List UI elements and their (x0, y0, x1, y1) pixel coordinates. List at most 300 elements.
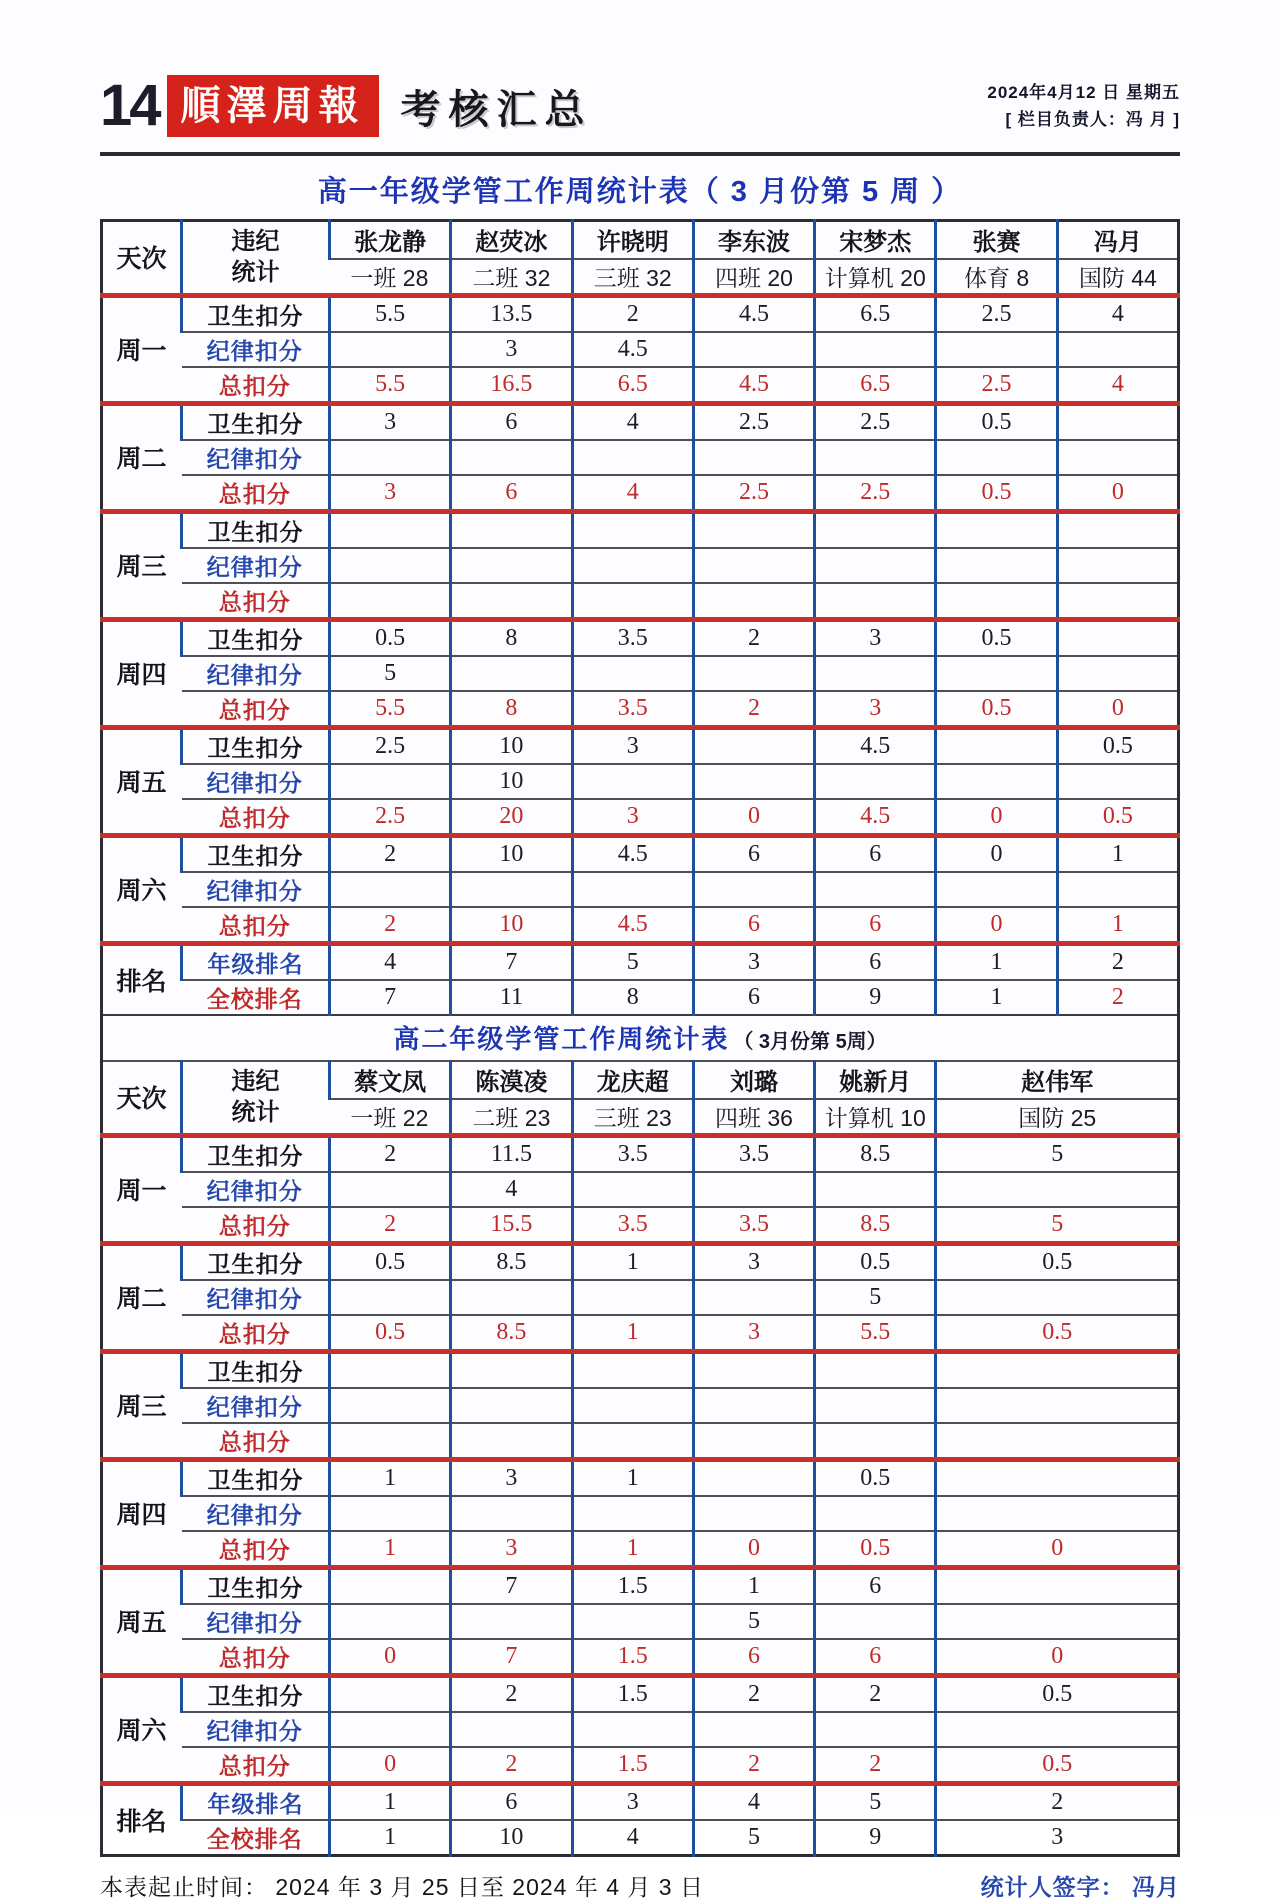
weekly-stats-table (100, 219, 1180, 1857)
score-cell: 2.5 (330, 799, 451, 836)
score-cell (572, 1712, 693, 1747)
score-cell: 8.5 (815, 1135, 936, 1172)
day-label: 周五 (102, 1567, 182, 1675)
day-label: 周五 (102, 727, 182, 835)
grade2-title-main: 高二年级学管工作周统计表 (393, 1024, 730, 1054)
score-cell: 7 (451, 1639, 572, 1676)
score-cell: 0 (936, 835, 1057, 872)
school-rank-cell: 6 (693, 980, 814, 1015)
score-cell (451, 1388, 572, 1423)
score-cell: 0.5 (1057, 727, 1178, 764)
score-cell (572, 1423, 693, 1460)
total-row-label: 总扣分 (182, 1747, 330, 1784)
page-footer (100, 1869, 1180, 1902)
grade1-title-paren: （ 3 月份第 5 周 ） (689, 176, 963, 208)
score-cell: 6 (451, 403, 572, 440)
score-cell: 0.5 (815, 1243, 936, 1280)
score-cell (936, 332, 1057, 367)
teacher-name: 蔡文凤 (330, 1061, 451, 1099)
score-cell (572, 764, 693, 799)
score-cell (451, 511, 572, 548)
score-cell (572, 1172, 693, 1207)
score-cell: 0 (1057, 691, 1178, 728)
score-cell: 6.5 (815, 295, 936, 332)
score-cell (572, 1351, 693, 1388)
score-cell: 5 (815, 1280, 936, 1315)
class-size: 一班 22 (330, 1099, 451, 1136)
grade-rank-cell: 4 (330, 943, 451, 980)
day-data-row (102, 1496, 1179, 1531)
total-row-label: 总扣分 (182, 799, 330, 836)
class-size: 一班 28 (330, 259, 451, 296)
day-label: 周二 (102, 403, 182, 511)
score-cell (572, 872, 693, 907)
grade-rank-cell: 1 (330, 1783, 451, 1820)
score-cell: 2 (451, 1747, 572, 1784)
class-size: 四班 20 (693, 259, 814, 296)
score-cell (330, 1675, 451, 1712)
score-cell: 10 (451, 764, 572, 799)
teacher-name: 李东波 (693, 221, 814, 259)
score-cell: 6 (451, 475, 572, 512)
score-cell: 6 (815, 907, 936, 944)
score-cell: 3.5 (572, 619, 693, 656)
score-cell: 10 (451, 835, 572, 872)
score-cell: 2.5 (693, 403, 814, 440)
score-cell (693, 727, 814, 764)
score-cell: 0 (936, 907, 1057, 944)
score-cell (1057, 656, 1178, 691)
day-data-row (102, 1675, 1179, 1712)
school-rank-label: 全校排名 (182, 980, 330, 1015)
day-data-row (102, 1388, 1179, 1423)
class-size: 三班 32 (572, 259, 693, 296)
hygiene-row-label: 卫生扣分 (182, 511, 330, 548)
score-cell (572, 511, 693, 548)
score-cell (815, 440, 936, 475)
score-cell: 2 (330, 1135, 451, 1172)
score-cell (693, 511, 814, 548)
day-data-row (102, 1423, 1179, 1460)
ranking-header: 排名 (102, 943, 182, 1015)
score-cell: 2 (815, 1675, 936, 1712)
score-cell: 8.5 (451, 1243, 572, 1280)
score-cell (936, 764, 1057, 799)
day-label: 周四 (102, 619, 182, 727)
score-cell (330, 1423, 451, 1460)
stat-column-header-line: 违纪 (231, 1067, 280, 1095)
score-cell: 5.5 (330, 691, 451, 728)
score-cell: 3.5 (572, 691, 693, 728)
score-cell: 2.5 (693, 475, 814, 512)
total-row-label: 总扣分 (182, 475, 330, 512)
score-cell: 2.5 (815, 403, 936, 440)
score-cell (815, 1423, 936, 1460)
score-cell (330, 764, 451, 799)
score-cell: 2 (815, 1747, 936, 1784)
school-rank-cell: 10 (451, 1820, 572, 1856)
score-cell (330, 1496, 451, 1531)
day-data-row (102, 403, 1179, 440)
score-cell: 6 (693, 907, 814, 944)
score-cell (815, 764, 936, 799)
total-row-label: 总扣分 (182, 583, 330, 620)
day-data-row (102, 1351, 1179, 1388)
class-size: 计算机 20 (815, 259, 936, 296)
score-cell (572, 440, 693, 475)
class-size: 体育 8 (936, 259, 1057, 296)
score-cell (451, 1280, 572, 1315)
day-label: 周一 (102, 295, 182, 403)
discipline-row-label: 纪律扣分 (182, 764, 330, 799)
day-data-row (102, 295, 1179, 332)
teacher-name: 陈漠凌 (451, 1061, 572, 1099)
school-rank-cell: 9 (815, 1820, 936, 1856)
day-data-row (102, 1172, 1179, 1207)
score-cell (451, 1423, 572, 1460)
score-cell: 1.5 (572, 1747, 693, 1784)
discipline-row-label: 纪律扣分 (182, 440, 330, 475)
day-data-row (102, 1712, 1179, 1747)
score-cell: 3 (572, 799, 693, 836)
score-cell (693, 332, 814, 367)
score-cell (572, 548, 693, 583)
score-cell (451, 548, 572, 583)
day-data-row (102, 835, 1179, 872)
score-cell (936, 1567, 1179, 1604)
score-cell (1057, 332, 1178, 367)
newspaper-masthead: 順澤周報 (167, 75, 379, 137)
statistician-signature: 统计人签字： 冯月 (980, 1873, 1180, 1900)
day-column-header: 天次 (102, 1061, 182, 1136)
total-row-label: 总扣分 (182, 1315, 330, 1352)
ranking-header: 排名 (102, 1783, 182, 1855)
day-data-row (102, 475, 1179, 512)
score-cell (936, 1423, 1179, 1460)
score-cell (693, 656, 814, 691)
school-rank-cell: 2 (1057, 980, 1178, 1015)
teacher-name: 刘璐 (693, 1061, 814, 1099)
header-divider (100, 152, 1180, 156)
total-row-label: 总扣分 (182, 1207, 330, 1244)
score-cell: 5.5 (330, 295, 451, 332)
score-cell: 1.5 (572, 1567, 693, 1604)
score-cell: 0.5 (936, 1747, 1179, 1784)
score-cell (815, 1388, 936, 1423)
score-cell: 0 (330, 1747, 451, 1784)
score-cell (693, 872, 814, 907)
score-cell (572, 656, 693, 691)
school-ranking-row (102, 980, 1179, 1015)
score-cell: 1 (1057, 907, 1178, 944)
class-size: 国防 25 (936, 1099, 1179, 1136)
day-label: 周四 (102, 1459, 182, 1567)
score-cell: 1.5 (572, 1639, 693, 1676)
grade-rank-cell: 6 (815, 943, 936, 980)
teacher-name: 姚新月 (815, 1061, 936, 1099)
score-cell: 0 (936, 799, 1057, 836)
hygiene-row-label: 卫生扣分 (182, 1135, 330, 1172)
grade1-title-main: 高一年级学管工作周统计表 (317, 176, 690, 208)
header-name-row (102, 1061, 1179, 1099)
score-cell: 3 (815, 691, 936, 728)
class-size: 四班 36 (693, 1099, 814, 1136)
score-cell: 11.5 (451, 1135, 572, 1172)
score-cell: 1 (693, 1567, 814, 1604)
score-cell (693, 1712, 814, 1747)
score-cell: 16.5 (451, 367, 572, 404)
score-cell (330, 872, 451, 907)
score-cell (815, 332, 936, 367)
score-cell: 10 (451, 907, 572, 944)
score-cell (815, 1351, 936, 1388)
score-cell: 6.5 (572, 367, 693, 404)
score-cell (936, 511, 1057, 548)
teacher-name: 赵荧冰 (451, 221, 572, 259)
score-cell: 6 (693, 1639, 814, 1676)
score-cell: 13.5 (451, 295, 572, 332)
date-line: 2024年4月12 日 星期五 (987, 82, 1180, 102)
hygiene-row-label: 卫生扣分 (182, 835, 330, 872)
score-cell (451, 440, 572, 475)
score-cell: 2.5 (330, 727, 451, 764)
hygiene-row-label: 卫生扣分 (182, 403, 330, 440)
score-cell (936, 1604, 1179, 1639)
total-row-label: 总扣分 (182, 907, 330, 944)
grade-rank-label: 年级排名 (182, 1783, 330, 1820)
hygiene-row-label: 卫生扣分 (182, 727, 330, 764)
school-rank-label: 全校排名 (182, 1820, 330, 1856)
teacher-name: 张赛 (936, 221, 1057, 259)
day-data-row (102, 1639, 1179, 1676)
day-data-row (102, 1207, 1179, 1244)
score-cell (936, 440, 1057, 475)
discipline-row-label: 纪律扣分 (182, 1388, 330, 1423)
score-cell: 4.5 (815, 727, 936, 764)
score-cell (815, 1172, 936, 1207)
class-size: 二班 32 (451, 259, 572, 296)
score-cell: 0.5 (936, 475, 1057, 512)
score-cell: 0.5 (330, 1315, 451, 1352)
day-data-row (102, 619, 1179, 656)
score-cell: 6 (815, 1639, 936, 1676)
school-rank-cell: 7 (330, 980, 451, 1015)
score-cell (693, 1496, 814, 1531)
day-label: 周三 (102, 511, 182, 619)
hygiene-row-label: 卫生扣分 (182, 1351, 330, 1388)
teacher-name: 冯月 (1057, 221, 1178, 259)
date-range-note: 本表起止时间： 2024 年 3 月 25 日至 2024 年 4 月 3 日 (100, 1873, 704, 1900)
score-cell (693, 1423, 814, 1460)
school-rank-cell: 4 (572, 1820, 693, 1856)
day-data-row (102, 332, 1179, 367)
score-cell (936, 727, 1057, 764)
score-cell: 0 (936, 1531, 1179, 1568)
score-cell (693, 1388, 814, 1423)
total-row-label: 总扣分 (182, 1423, 330, 1460)
stat-column-header-line: 统计 (231, 1099, 280, 1126)
score-cell: 0.5 (936, 619, 1057, 656)
class-size: 国防 44 (1057, 259, 1178, 296)
grade-ranking-row (102, 943, 1179, 980)
score-cell: 0 (1057, 475, 1178, 512)
grade-rank-cell: 2 (1057, 943, 1178, 980)
section-title: 考核汇总 (400, 87, 593, 132)
grade2-title-paren: （ 3月份第 5周） (733, 1031, 887, 1053)
stat-column-header-line: 违纪 (231, 228, 280, 256)
score-cell: 2 (451, 1675, 572, 1712)
score-cell: 4 (1057, 295, 1178, 332)
discipline-row-label: 纪律扣分 (182, 1604, 330, 1639)
score-cell: 2.5 (936, 295, 1057, 332)
stat-column-header (182, 221, 330, 296)
school-rank-cell: 5 (693, 1820, 814, 1856)
score-cell: 0.5 (936, 1243, 1179, 1280)
score-cell: 6 (815, 1567, 936, 1604)
day-data-row (102, 1243, 1179, 1280)
grade2-table-title (102, 1015, 1179, 1061)
score-cell: 4 (1057, 367, 1178, 404)
score-cell (572, 1604, 693, 1639)
score-cell: 8.5 (815, 1207, 936, 1244)
score-cell: 10 (451, 727, 572, 764)
score-cell: 5.5 (330, 367, 451, 404)
score-cell: 1 (1057, 835, 1178, 872)
day-data-row (102, 1135, 1179, 1172)
grade1-table-title (100, 169, 1180, 210)
day-data-row (102, 1747, 1179, 1784)
score-cell (693, 583, 814, 620)
stat-column-header (182, 1061, 330, 1136)
score-cell: 20 (451, 799, 572, 836)
score-cell (936, 1459, 1179, 1496)
total-row-label: 总扣分 (182, 1531, 330, 1568)
score-cell: 0.5 (936, 1315, 1179, 1352)
score-cell (1057, 872, 1178, 907)
stats-table-body (102, 221, 1179, 1856)
teacher-name: 许晓明 (572, 221, 693, 259)
score-cell: 5 (693, 1604, 814, 1639)
score-cell (936, 1280, 1179, 1315)
score-cell: 2 (330, 1207, 451, 1244)
score-cell (572, 1280, 693, 1315)
hygiene-row-label: 卫生扣分 (182, 295, 330, 332)
score-cell: 1 (572, 1459, 693, 1496)
grade-rank-cell: 3 (572, 1783, 693, 1820)
score-cell (451, 872, 572, 907)
score-cell: 2 (330, 835, 451, 872)
score-cell: 6.5 (815, 367, 936, 404)
score-cell (936, 548, 1057, 583)
score-cell: 4 (572, 403, 693, 440)
score-cell (936, 1712, 1179, 1747)
score-cell (815, 1496, 936, 1531)
score-cell (693, 1280, 814, 1315)
day-data-row (102, 1315, 1179, 1352)
school-rank-cell: 1 (936, 980, 1057, 1015)
score-cell (451, 1712, 572, 1747)
school-rank-cell: 11 (451, 980, 572, 1015)
score-cell: 3.5 (572, 1207, 693, 1244)
header-name-row (102, 221, 1179, 259)
score-cell: 0.5 (936, 403, 1057, 440)
day-data-row (102, 799, 1179, 836)
score-cell (1057, 403, 1178, 440)
day-data-row (102, 583, 1179, 620)
score-cell: 3 (451, 1459, 572, 1496)
discipline-row-label: 纪律扣分 (182, 872, 330, 907)
school-rank-cell: 8 (572, 980, 693, 1015)
score-cell: 3 (815, 619, 936, 656)
day-label: 周六 (102, 1675, 182, 1783)
score-cell (451, 583, 572, 620)
score-cell (815, 583, 936, 620)
grade2-table-title-row (102, 1015, 1179, 1061)
school-rank-cell: 1 (330, 1820, 451, 1856)
score-cell (1057, 511, 1178, 548)
grade-rank-cell: 2 (936, 1783, 1179, 1820)
score-cell (330, 1280, 451, 1315)
score-cell (815, 1712, 936, 1747)
day-label: 周三 (102, 1351, 182, 1459)
score-cell (330, 1604, 451, 1639)
score-cell: 8 (451, 691, 572, 728)
score-cell (451, 1496, 572, 1531)
day-column-header: 天次 (102, 221, 182, 296)
hygiene-row-label: 卫生扣分 (182, 619, 330, 656)
score-cell (1057, 583, 1178, 620)
score-cell: 5 (330, 656, 451, 691)
discipline-row-label: 纪律扣分 (182, 1280, 330, 1315)
class-size: 三班 23 (572, 1099, 693, 1136)
day-data-row (102, 1459, 1179, 1496)
score-cell: 2.5 (815, 475, 936, 512)
score-cell (936, 1351, 1179, 1388)
hygiene-row-label: 卫生扣分 (182, 1567, 330, 1604)
score-cell (936, 1496, 1179, 1531)
score-cell: 6 (693, 835, 814, 872)
score-cell: 0 (693, 799, 814, 836)
day-data-row (102, 1531, 1179, 1568)
score-cell: 1 (330, 1459, 451, 1496)
score-cell: 15.5 (451, 1207, 572, 1244)
day-data-row (102, 1280, 1179, 1315)
score-cell (1057, 764, 1178, 799)
score-cell: 3 (572, 727, 693, 764)
discipline-row-label: 纪律扣分 (182, 1496, 330, 1531)
score-cell (815, 656, 936, 691)
score-cell (1057, 619, 1178, 656)
teacher-name: 赵伟军 (936, 1061, 1179, 1099)
stat-column-header-line: 统计 (231, 259, 280, 287)
score-cell (572, 1496, 693, 1531)
grade-rank-label: 年级排名 (182, 943, 330, 980)
discipline-row-label: 纪律扣分 (182, 548, 330, 583)
score-cell (330, 1351, 451, 1388)
score-cell: 3 (451, 1531, 572, 1568)
teacher-name: 龙庆超 (572, 1061, 693, 1099)
grade-rank-cell: 5 (815, 1783, 936, 1820)
score-cell (330, 1567, 451, 1604)
total-row-label: 总扣分 (182, 367, 330, 404)
score-cell: 0.5 (815, 1459, 936, 1496)
teacher-name: 张龙静 (330, 221, 451, 259)
day-data-row (102, 440, 1179, 475)
score-cell: 5 (936, 1207, 1179, 1244)
score-cell: 1 (572, 1243, 693, 1280)
discipline-row-label: 纪律扣分 (182, 656, 330, 691)
score-cell: 2.5 (936, 367, 1057, 404)
